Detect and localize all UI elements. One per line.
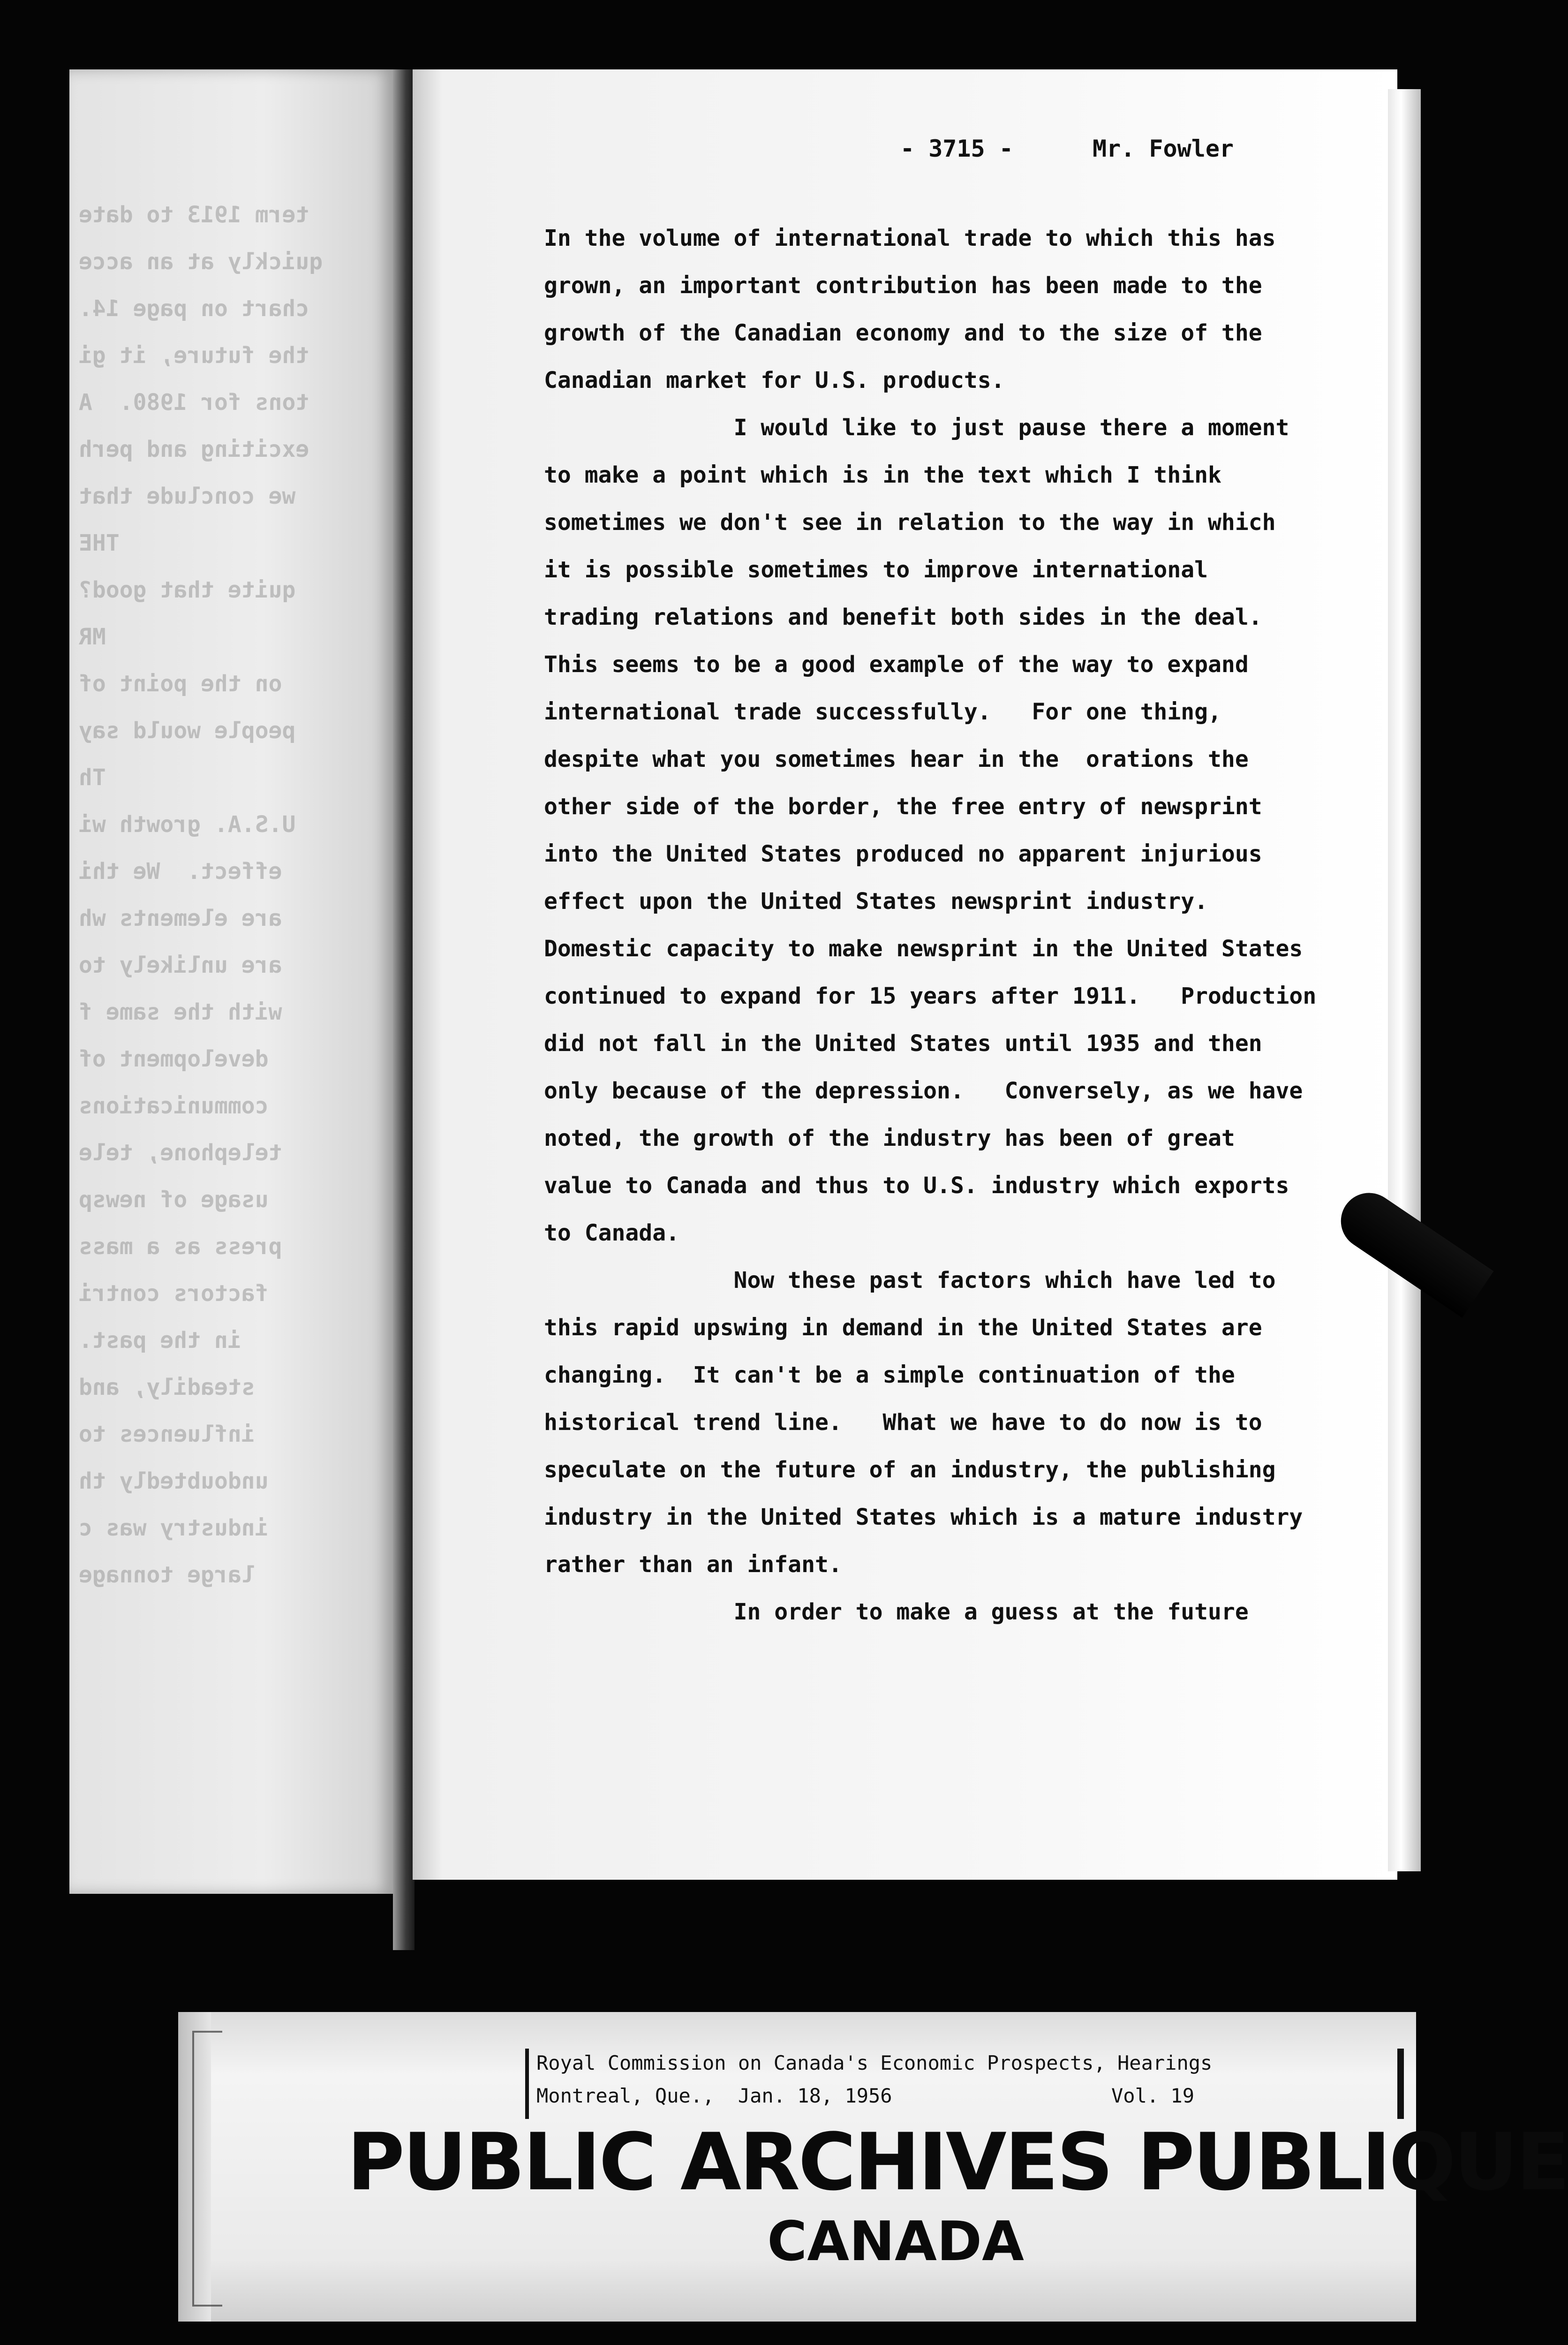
transcript-line: Domestic capacity to make newsprint in the United States [544, 936, 1303, 962]
transcript-line: only because of the depression. Conversely, as we have [544, 1078, 1303, 1104]
transcript-line: trading relations and benefit both sides in the deal. [544, 604, 1262, 630]
transcript-line: despite what you sometimes hear in the orations the [544, 746, 1249, 772]
transcript-line: In the volume of international trade to which this has [544, 225, 1276, 251]
archives-heading: PUBLIC ARCHIVES PUBLIQUE [347, 2116, 1568, 2208]
transcript-line: In order to make a guess at the future [544, 1599, 1249, 1625]
archive-card [178, 2012, 1568, 2322]
transcript-line: it is possible sometimes to improve international [544, 557, 1208, 583]
card-tape-mark [192, 2031, 222, 2307]
facing-page-line: communications [79, 1093, 269, 1119]
citation-bracket-right [1397, 2049, 1404, 2119]
transcript-line: speculate on the future of an industry, the publishing [544, 1457, 1276, 1483]
facing-page-line: chart on page 14. [79, 295, 309, 322]
facing-page-line: influences to [79, 1421, 255, 1447]
facing-page-line: on the point of [79, 671, 282, 697]
speaker-name: Mr. Fowler [1093, 135, 1234, 162]
facing-page-line: in the past. [79, 1327, 241, 1354]
citation-place-date: Montreal, Que., Jan. 18, 1956 [536, 2084, 892, 2107]
facing-page-line: quickly at an acce [79, 249, 323, 275]
transcript-line: changing. It can't be a simple continuation of the [544, 1362, 1235, 1388]
citation-bracket-left [525, 2049, 529, 2119]
transcript-line: noted, the growth of the industry has been of great [544, 1125, 1235, 1151]
transcript-line: I would like to just pause there a moment [544, 415, 1289, 441]
facing-page-line: we conclude that [79, 483, 296, 509]
page-edge [1388, 89, 1421, 1871]
facing-page-line: development of [79, 1046, 269, 1072]
transcript-line: growth of the Canadian economy and to the size of the [544, 320, 1262, 346]
facing-page [69, 69, 393, 1894]
facing-page-line: usage of newsp [79, 1187, 269, 1213]
facing-page-line: factors contri [79, 1280, 269, 1307]
book-spine [393, 69, 415, 1950]
facing-page-line: the future, it gi [79, 342, 309, 369]
citation-volume: Vol. 19 [1111, 2084, 1195, 2107]
facing-page-line: Th [79, 764, 147, 791]
transcript-line: to Canada. [544, 1220, 679, 1246]
transcript-line: historical trend line. What we have to do now is to [544, 1409, 1262, 1436]
facing-page-line: people would say [79, 718, 296, 744]
facing-page-line: term 1913 to date [79, 202, 309, 228]
facing-page-line: telephone, tele [79, 1140, 282, 1166]
transcript-line: continued to expand for 15 years after 1911. Production [544, 983, 1317, 1009]
facing-page-line: undoubtedly th [79, 1468, 269, 1494]
facing-page-line: are elements wh [79, 905, 282, 931]
transcript-page [413, 69, 1397, 1880]
facing-page-line: tons for 1980. A [79, 389, 309, 416]
transcript-line: into the United States produced no apparent injurious [544, 841, 1262, 867]
citation-title: Royal Commission on Canada's Economic Prospects, Hearings [536, 2051, 1213, 2074]
transcript-line: sometimes we don't see in relation to the way in which [544, 509, 1276, 536]
transcript-line: Now these past factors which have led to [544, 1267, 1276, 1294]
facing-page-line: steadily, and [79, 1374, 255, 1400]
facing-page-line: THE [79, 530, 160, 556]
transcript-line: industry in the United States which is a mature industry [544, 1504, 1303, 1530]
facing-page-line: U.S.A. growth wi [79, 811, 296, 838]
transcript-line: grown, an important contribution has been made to the [544, 272, 1262, 299]
transcript-line: international trade successfully. For one thing, [544, 699, 1221, 725]
transcript-line: This seems to be a good example of the way to expand [544, 651, 1249, 678]
facing-page-line: exciting and perh [79, 436, 309, 462]
facing-page-bleed-text [69, 191, 393, 1598]
facing-page-line: are unlikely to [79, 952, 282, 978]
transcript-line: did not fall in the United States until 1935 and then [544, 1030, 1262, 1057]
transcript-line: rather than an infant. [544, 1551, 842, 1578]
facing-page-line: MR [79, 624, 147, 650]
facing-page-line: with the same f [79, 999, 282, 1025]
transcript-line: this rapid upswing in demand in the United States are [544, 1315, 1262, 1341]
archives-subheading: CANADA [767, 2210, 1024, 2273]
facing-page-line: industry was c [79, 1515, 269, 1541]
transcript-line: effect upon the United States newsprint industry. [544, 888, 1208, 915]
transcript-line: Canadian market for U.S. products. [544, 367, 1005, 393]
transcript-body [413, 69, 1397, 1880]
citation-label [525, 2049, 1402, 2119]
facing-page-line: large tonnage [79, 1562, 255, 1588]
transcript-line: value to Canada and thus to U.S. industry which exports [544, 1172, 1289, 1199]
facing-page-line: press as a mass [79, 1233, 282, 1260]
transcript-line: to make a point which is in the text which I think [544, 462, 1221, 488]
transcript-line: other side of the border, the free entry of newsprint [544, 794, 1262, 820]
facing-page-line: quite that good? [79, 577, 296, 603]
facing-page-line: effect. We thi [79, 858, 282, 885]
page-number: - 3715 - [900, 135, 1013, 162]
